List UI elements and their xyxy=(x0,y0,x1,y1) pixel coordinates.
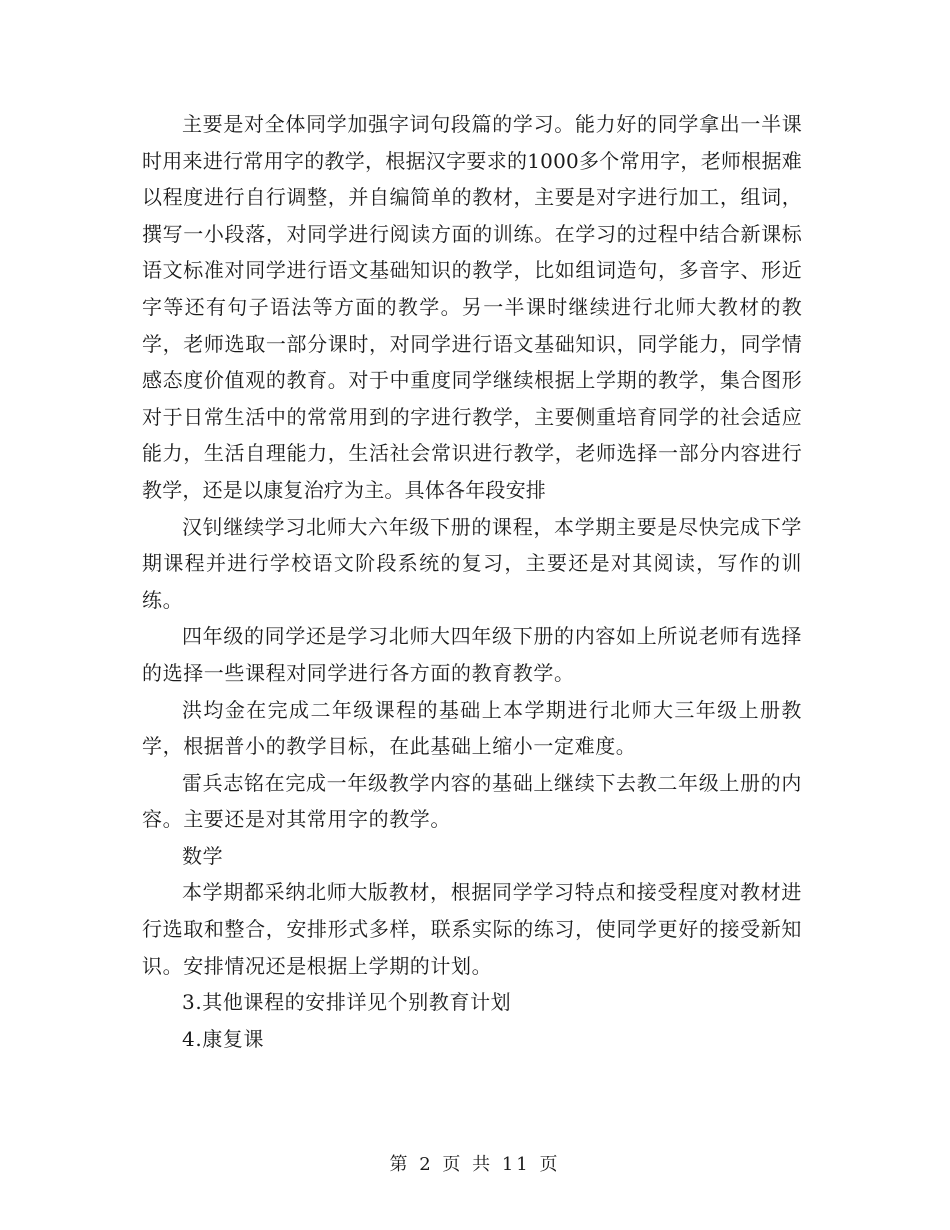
paragraph-math: 本学期都采纳北师大版教材，根据同学学习特点和接受程度对教材进行选取和整合，安排形式多样，联系实际的练习，使同学更好的接受新知识。安排情况还是根据上学期的计划。 xyxy=(142,880,802,978)
document-body xyxy=(142,106,802,1057)
paragraph-hongjunjin: 洪均金在完成二年级课程的基础上本学期进行北师大三年级上册教学，根据普小的教学目标，在此基础上缩小一定难度。 xyxy=(142,697,802,759)
item-other-courses: 3.其他课程的安排详见个别教育计划 xyxy=(182,990,512,1015)
item-rehabilitation: 4.康复课 xyxy=(182,1026,265,1051)
paragraph-leibing-zhiming: 雷兵志铭在完成一年级教学内容的基础上继续下去教二年级上册的内容。主要还是对其常用字的教学。 xyxy=(142,770,802,832)
section-heading-math: 数学 xyxy=(182,843,224,868)
paragraph-hanzhao: 汉钊继续学习北师大六年级下册的课程，本学期主要是尽快完成下学期课程并进行学校语文阶段系统的复习，主要还是对其阅读，写作的训练。 xyxy=(142,514,802,612)
paragraph-chinese-overview: 主要是对全体同学加强字词句段篇的学习。能力好的同学拿出一半课时用来进行常用字的教学，根据汉字要求的1000多个常用字，老师根据难以程度进行自行调整，并自编简单的教材，主要是对字进行加工，组词，撰写一小段落，对同学进行阅读方面的训练。在学习的过程中结合新课标语文标准对同学进行语文基础知识的教学，比如组词造句，多音字、形近字等还有句子语法等方面的教学。另一半课时继续进行北师大教材的教学，老师选取一部分课时，对同学进行语文基础知识，同学能力，同学情感态度价值观的教育。对于中重度同学继续根据上学期的教学，集合图形对于日常生活中的常常用到的字进行教学，主要侧重培育同学的社会适应能力，生活自理能力，生活社会常识进行教学，老师选择一部分内容进行教学，还是以康复治疗为主。具体各年段安排 xyxy=(142,112,802,502)
page-number-footer: 第 2 页 共 11 页 xyxy=(389,1154,561,1175)
paragraph-grade-four: 四年级的同学还是学习北师大四年级下册的内容如上所说老师有选择的选择一些课程对同学进行各方面的教育教学。 xyxy=(142,624,802,685)
